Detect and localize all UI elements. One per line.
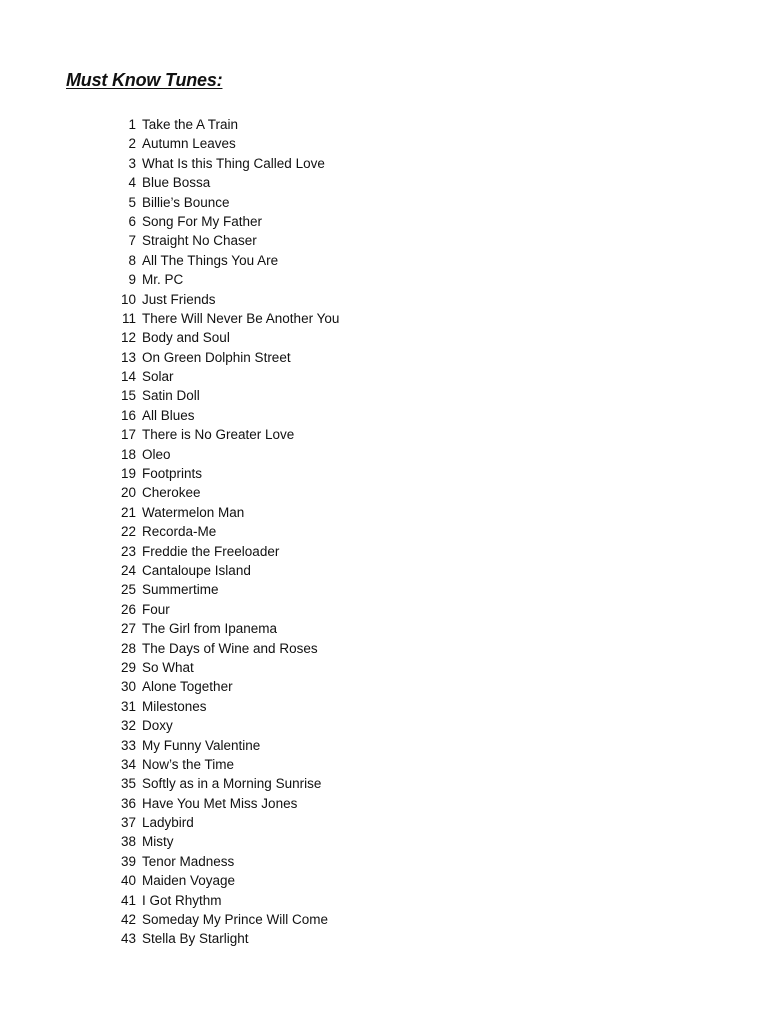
page-title: Must Know Tunes: (66, 70, 223, 90)
tune-name: Milestones (142, 698, 207, 714)
list-item (110, 251, 339, 270)
tune-number: 2 (128, 136, 136, 152)
tune-name: Ladybird (142, 815, 194, 831)
list-item (110, 483, 339, 502)
list-item (110, 832, 339, 851)
tune-number: 42 (120, 912, 136, 928)
list-item (110, 716, 339, 735)
tune-number: 24 (120, 562, 136, 578)
tune-name: Mr. PC (142, 272, 184, 288)
tune-name: Someday My Prince Will Come (142, 912, 329, 928)
list-item (110, 929, 339, 948)
tune-number: 43 (120, 931, 136, 947)
tune-name: Blue Bossa (142, 175, 211, 191)
list-item (110, 212, 339, 231)
tune-number: 32 (120, 718, 136, 734)
tune-name: Softly as in a Morning Sunrise (142, 776, 322, 792)
tune-name: Solar (142, 369, 174, 385)
tune-name: Maiden Voyage (142, 873, 236, 889)
tune-name: Watermelon Man (142, 504, 245, 520)
list-item (110, 677, 339, 696)
tune-list (110, 115, 339, 949)
tune-name: Billie’s Bounce (142, 194, 230, 210)
tune-number: 22 (120, 524, 136, 540)
tune-number: 14 (120, 369, 136, 385)
tune-name: Now’s the Time (142, 756, 235, 772)
list-item (110, 774, 339, 793)
tune-number: 8 (128, 252, 136, 268)
tune-number: 19 (120, 466, 136, 482)
tune-number: 11 (121, 310, 136, 326)
tune-number: 33 (120, 737, 136, 753)
tune-name: Summertime (142, 582, 219, 598)
tune-number: 12 (120, 330, 136, 346)
tune-number: 31 (120, 698, 136, 714)
tune-name: Footprints (142, 466, 203, 482)
tune-name: There is No Greater Love (142, 427, 295, 443)
list-item (110, 270, 339, 289)
tune-number: 37 (120, 815, 136, 831)
tune-number: 34 (120, 756, 136, 772)
tune-name: There Will Never Be Another You (142, 310, 340, 326)
tune-name: Tenor Madness (142, 853, 235, 869)
tune-number: 10 (120, 291, 136, 307)
tune-name: All Blues (142, 407, 195, 423)
tune-number: 7 (128, 233, 136, 249)
list-item (110, 794, 339, 813)
tune-name: Alone Together (142, 679, 233, 695)
tune-number: 21 (120, 504, 136, 520)
list-item (110, 755, 339, 774)
tune-name: Four (142, 601, 170, 617)
tune-name: Doxy (142, 718, 173, 734)
tune-name: Freddie the Freeloader (142, 543, 280, 559)
list-item (110, 406, 339, 425)
list-item (110, 386, 339, 405)
tune-number: 13 (120, 349, 136, 365)
tune-name: I Got Rhythm (142, 892, 222, 908)
list-item (110, 910, 339, 929)
tune-name: Recorda-Me (142, 524, 217, 540)
list-item (110, 503, 339, 522)
tune-number: 16 (120, 407, 136, 423)
tune-number: 17 (120, 427, 136, 443)
tune-name: Straight No Chaser (142, 233, 257, 249)
tune-name: On Green Dolphin Street (142, 349, 291, 365)
list-item (110, 154, 339, 173)
tune-number: 6 (128, 213, 136, 229)
list-item (110, 425, 339, 444)
tune-number: 40 (120, 873, 136, 889)
list-item (110, 600, 339, 619)
tune-number: 27 (120, 621, 136, 637)
tune-name: The Days of Wine and Roses (142, 640, 318, 656)
list-item (110, 522, 339, 541)
list-item (110, 580, 339, 599)
list-item (110, 115, 339, 134)
tune-number: 41 (120, 892, 136, 908)
tune-number: 35 (120, 776, 136, 792)
tune-number: 25 (120, 582, 136, 598)
tune-number: 36 (120, 795, 136, 811)
tune-number: 38 (120, 834, 136, 850)
list-item (110, 619, 339, 638)
tune-name: All The Things You Are (142, 252, 279, 268)
list-item (110, 852, 339, 871)
tune-name: Just Friends (142, 291, 216, 307)
tune-name: What Is this Thing Called Love (142, 155, 325, 171)
tune-number: 15 (120, 388, 136, 404)
tune-number: 20 (120, 485, 136, 501)
tune-number: 4 (128, 175, 136, 191)
list-item (110, 348, 339, 367)
list-item (110, 309, 339, 328)
list-item (110, 639, 339, 658)
tune-name: Have You Met Miss Jones (142, 795, 298, 811)
tune-number: 18 (120, 446, 136, 462)
list-item (110, 445, 339, 464)
tune-name: The Girl from Ipanema (142, 621, 278, 637)
tune-name: Oleo (142, 446, 171, 462)
tune-name: Stella By Starlight (142, 931, 249, 947)
list-item (110, 231, 339, 250)
list-item (110, 813, 339, 832)
list-item (110, 464, 339, 483)
tune-name: Misty (142, 834, 174, 850)
list-item (110, 697, 339, 716)
tune-name: Autumn Leaves (142, 136, 236, 152)
tune-name: Cherokee (142, 485, 201, 501)
tune-number: 5 (128, 194, 136, 210)
list-item (110, 658, 339, 677)
tune-name: Satin Doll (142, 388, 200, 404)
list-item (110, 134, 339, 153)
list-item (110, 367, 339, 386)
tune-number: 28 (120, 640, 136, 656)
list-item (110, 542, 339, 561)
tune-number: 9 (128, 272, 136, 288)
list-item (110, 173, 339, 192)
tune-number: 23 (120, 543, 136, 559)
list-item (110, 736, 339, 755)
tune-number: 29 (120, 659, 136, 675)
tune-number: 26 (120, 601, 136, 617)
list-item (110, 891, 339, 910)
list-item (110, 290, 339, 309)
tune-number: 30 (120, 679, 136, 695)
list-item (110, 193, 339, 212)
tune-name: Song For My Father (142, 213, 263, 229)
tune-name: Body and Soul (142, 330, 230, 346)
list-item (110, 561, 339, 580)
tune-name: Take the A Train (142, 117, 239, 132)
list-item (110, 328, 339, 347)
tune-number: 39 (120, 853, 136, 869)
tune-name: Cantaloupe Island (142, 562, 251, 578)
tune-number: 3 (128, 155, 136, 171)
tune-number: 1 (128, 117, 136, 132)
tune-name: So What (142, 659, 194, 675)
tune-name: My Funny Valentine (142, 737, 261, 753)
list-item (110, 871, 339, 890)
